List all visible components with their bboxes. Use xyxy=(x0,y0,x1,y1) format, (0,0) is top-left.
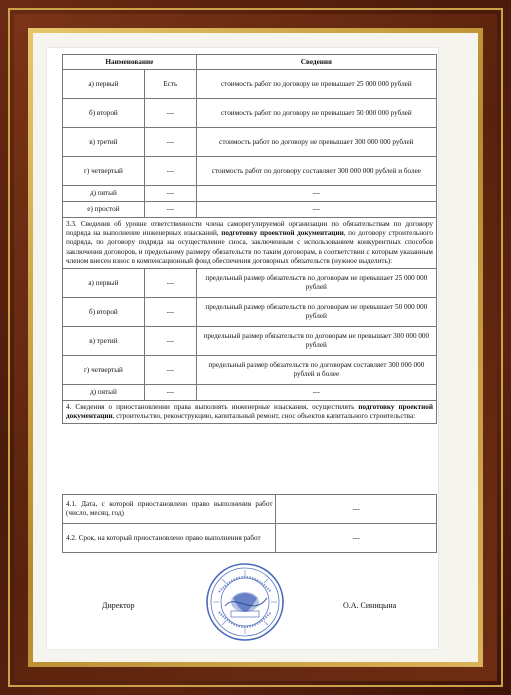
row-value: --- xyxy=(276,524,437,553)
table-row xyxy=(63,99,437,128)
table-row xyxy=(63,269,437,298)
header-col-info: Сведения xyxy=(196,55,436,70)
row-mark: --- xyxy=(144,186,196,202)
row-mark: --- xyxy=(144,327,196,356)
table-row xyxy=(63,356,437,385)
table-row xyxy=(63,298,437,327)
official-seal-stamp xyxy=(205,562,285,642)
table-row xyxy=(63,157,437,186)
row-mark: --- xyxy=(144,99,196,128)
section-3-3-text: 3.3. Сведения об уровне ответственности члена саморегулируемой организации по обязательствам по договору подряда на выполнение инженерных изысканий, подготовку проектной документации, по договору строительного подряда, по договору подряда на осуществление сноса, заключенным с использованием конкурентных способов заключения договоров, и предельному размеру обязательств по таким договорам, в соответствии с которым указанным членом внесен взнос в компенсационный фонд обеспечения договорных обязательств (нужное выделить): xyxy=(63,218,437,269)
signature-name: О.А. Синицына xyxy=(343,601,397,610)
row-label: 4.2. Срок, на который приостановлено право выполнения работ xyxy=(63,524,276,553)
row-text: предельный размер обязательств по договорам не превышает 25 000 000 рублей xyxy=(196,269,436,298)
section-3-3-row xyxy=(63,218,437,269)
table-row xyxy=(63,327,437,356)
row-value: --- xyxy=(276,495,437,524)
row-mark: Есть xyxy=(144,70,196,99)
row-text: стоимость работ по договору не превышает 25 000 000 рублей xyxy=(196,70,436,99)
row-label: а) первый xyxy=(63,70,145,99)
row-text: предельный размер обязательств по договорам составляет 300 000 000 рублей и более xyxy=(196,356,436,385)
row-label: в) третий xyxy=(63,128,145,157)
row-label: г) четвертый xyxy=(63,157,145,186)
row-mark: --- xyxy=(144,269,196,298)
row-text: предельный размер обязательств по договорам не превышает 300 000 000 рублей xyxy=(196,327,436,356)
row-mark: --- xyxy=(144,157,196,186)
table-row xyxy=(63,524,437,553)
section-4-row xyxy=(63,401,437,424)
table-row xyxy=(63,186,437,202)
row-text: стоимость работ по договору составляет 300 000 000 рублей и более xyxy=(196,157,436,186)
row-label: а) первый xyxy=(63,269,145,298)
row-label: в) третий xyxy=(63,327,145,356)
row-label: г) четвертый xyxy=(63,356,145,385)
table-header-row xyxy=(63,55,437,70)
header-col-name: Наименование xyxy=(63,55,197,70)
table-row xyxy=(63,495,437,524)
row-mark: --- xyxy=(144,298,196,327)
row-mark: --- xyxy=(144,356,196,385)
row-mark: --- xyxy=(144,385,196,401)
row-text: --- xyxy=(196,385,436,401)
table-row xyxy=(63,385,437,401)
row-label: е) простой xyxy=(63,202,145,218)
row-text: --- xyxy=(196,202,436,218)
row-text: --- xyxy=(196,186,436,202)
table-row xyxy=(63,202,437,218)
row-text: стоимость работ по договору не превышает 300 000 000 рублей xyxy=(196,128,436,157)
row-mark: --- xyxy=(144,202,196,218)
table-row xyxy=(63,128,437,157)
table-row xyxy=(63,70,437,99)
row-label: д) пятый xyxy=(63,186,145,202)
row-text: стоимость работ по договору не превышает 50 000 000 рублей xyxy=(196,99,436,128)
suspension-table xyxy=(62,494,437,553)
row-label: б) второй xyxy=(63,99,145,128)
row-label: 4.1. Дата, с которой приостановлено право выполнения работ (число, месяц, год) xyxy=(63,495,276,524)
row-mark: --- xyxy=(144,128,196,157)
row-text: предельный размер обязательств по договорам не превышает 50 000 000 рублей xyxy=(196,298,436,327)
section-4-text: 4. Сведения о приостановлении права выполнять инженерные изыскания, осуществлять подготовку проектной документации, строительство, реконструкцию, капитальный ремонт, снос объектов капитального строительства: xyxy=(63,401,437,424)
row-label: д) пятый xyxy=(63,385,145,401)
signature-role: Директор xyxy=(102,601,135,610)
level-table-1 xyxy=(62,54,437,424)
row-label: б) второй xyxy=(63,298,145,327)
